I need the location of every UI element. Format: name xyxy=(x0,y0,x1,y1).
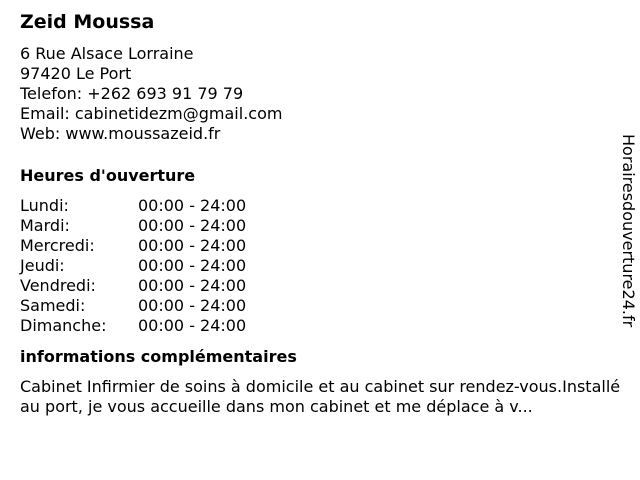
hours-row xyxy=(20,216,620,236)
address-block xyxy=(20,44,620,144)
business-card xyxy=(20,8,620,417)
street-address: 6 Rue Alsace Lorraine xyxy=(20,44,194,63)
business-name: Zeid Moussa xyxy=(20,11,155,33)
additional-info-heading: informations complémentaires xyxy=(20,347,297,366)
hours-day: Dimanche: xyxy=(20,316,107,335)
hours-row xyxy=(20,196,620,216)
hours-day: Lundi: xyxy=(20,196,69,215)
hours-row xyxy=(20,316,620,336)
hours-day: Samedi: xyxy=(20,296,86,315)
hours-time: 00:00 - 24:00 xyxy=(138,196,247,215)
hours-row xyxy=(20,276,620,296)
web-line[interactable]: Web: www.moussazeid.fr xyxy=(20,124,221,143)
email-line[interactable]: Email: cabinetidezm@gmail.com xyxy=(20,104,283,123)
hours-day: Jeudi: xyxy=(20,256,65,275)
city-address: 97420 Le Port xyxy=(20,64,132,83)
hours-time: 00:00 - 24:00 xyxy=(138,296,247,315)
hours-time: 00:00 - 24:00 xyxy=(138,216,247,235)
site-watermark: Horairesdouverture24.fr xyxy=(619,134,638,328)
hours-row xyxy=(20,236,620,256)
phone-line[interactable]: Telefon: +262 693 91 79 79 xyxy=(20,84,244,103)
hours-time: 00:00 - 24:00 xyxy=(138,256,247,275)
hours-day: Vendredi: xyxy=(20,276,96,295)
hours-row xyxy=(20,256,620,276)
hours-time: 00:00 - 24:00 xyxy=(138,316,247,335)
hours-row xyxy=(20,296,620,316)
hours-time: 00:00 - 24:00 xyxy=(138,276,247,295)
additional-info-text: Cabinet Infirmier de soins à domicile et au cabinet sur rendez-vous.Installé au port, je vous accueille dans mon cabinet et me déplace à v... xyxy=(20,377,621,416)
opening-hours-heading: Heures d'ouverture xyxy=(20,166,196,185)
hours-day: Mercredi: xyxy=(20,236,95,255)
hours-day: Mardi: xyxy=(20,216,70,235)
hours-time: 00:00 - 24:00 xyxy=(138,236,247,255)
opening-hours-table xyxy=(20,196,620,336)
